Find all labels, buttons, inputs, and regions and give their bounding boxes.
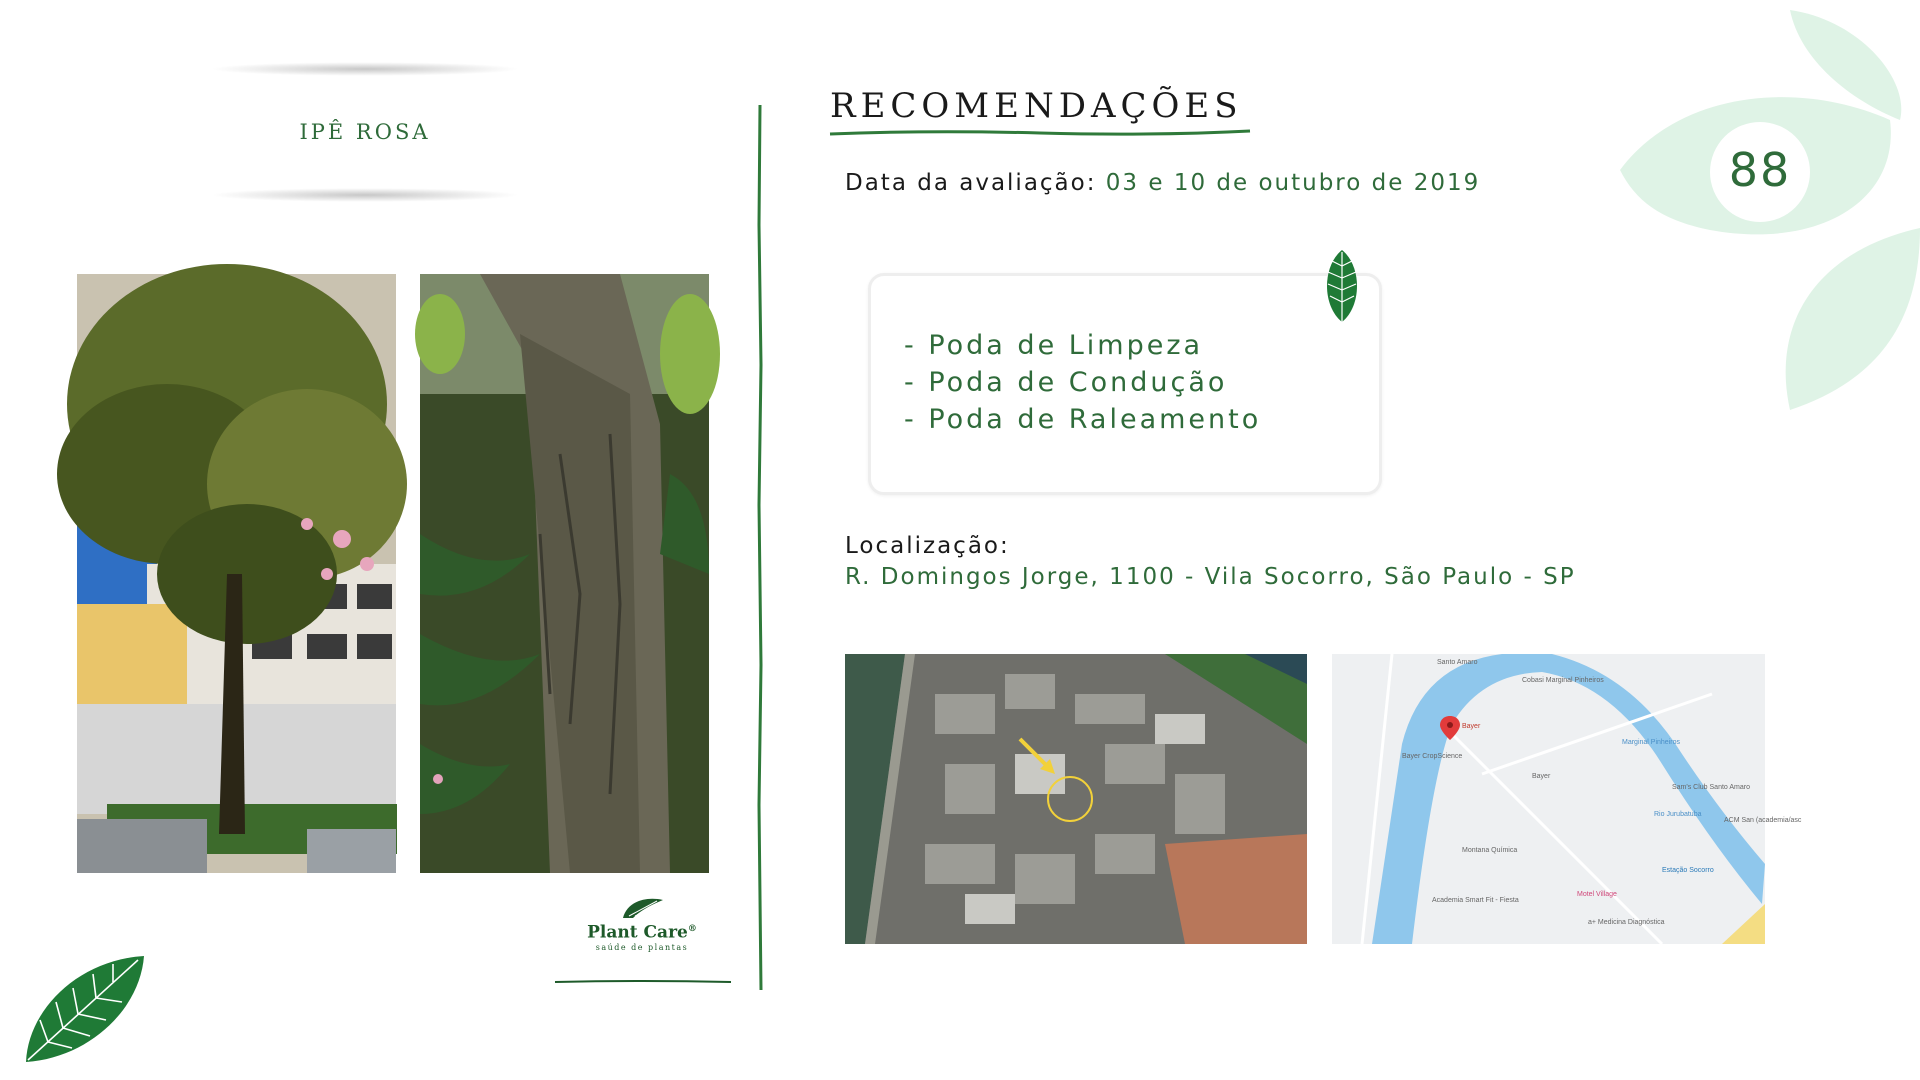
map-label: Cobasi Marginal Pinheiros [1522,677,1604,684]
evaluation-date-value: 03 e 10 de outubro de 2019 [1105,170,1481,196]
map-label: Marginal Pinheiros [1622,739,1680,746]
species-name: IPÊ ROSA [299,120,431,144]
recommendations-list [904,327,1261,438]
leaf-icon [1322,248,1362,324]
map-label: a+ Medicina Diagnóstica [1588,919,1665,926]
card-shadow-bottom [210,188,520,202]
evaluation-date [845,170,1480,196]
map-label: Santo Amaro [1437,659,1478,666]
road-map [1332,654,1802,944]
species-card [200,62,530,202]
banana-leaf-icon [18,950,148,1070]
page-number-leaves [1620,0,1920,420]
map-label: Academia Smart Fit - Fiesta [1432,897,1519,904]
logo-underline [555,980,731,984]
location-label: Localização: [845,533,1010,559]
section-title: RECOMENDAÇÕES [830,86,1243,126]
logo-tagline: saúde de plantas [595,942,689,952]
recommendation-item: - Poda de Raleamento [904,404,1262,435]
recommendation-item: - Poda de Limpeza [904,330,1204,361]
tree-photo [77,274,396,873]
location-address: R. Domingos Jorge, 1100 - Vila Socorro, São Paulo - SP [845,564,1576,590]
logo-leaf-icon [619,896,665,920]
satellite-map [845,654,1307,944]
logo-name: Plant Care® [587,922,697,943]
map-label: Montana Química [1462,847,1518,854]
map-label: Bayer [1462,723,1481,730]
page-number: 88 [1728,143,1792,197]
registered-mark: ® [687,924,697,934]
recommendations-box [868,273,1382,495]
plant-care-logo [584,896,700,956]
map-label: Rio Jurubatuba [1654,811,1702,818]
map-label: Motel Village [1577,891,1617,898]
title-underline [830,128,1250,138]
map-label: Bayer CropScience [1402,753,1463,760]
trunk-photo [420,274,709,873]
map-label: Estação Socorro [1662,867,1714,874]
recommendation-item: - Poda de Condução [904,367,1228,398]
map-label: Sam's Club Santo Amaro [1672,784,1750,791]
evaluation-date-label: Data da avaliação: [845,170,1097,196]
vertical-divider [757,105,763,990]
card-shadow-top [210,62,520,76]
map-label: ACM San (academia/asc [1724,817,1802,824]
map-label: Bayer [1532,773,1551,780]
